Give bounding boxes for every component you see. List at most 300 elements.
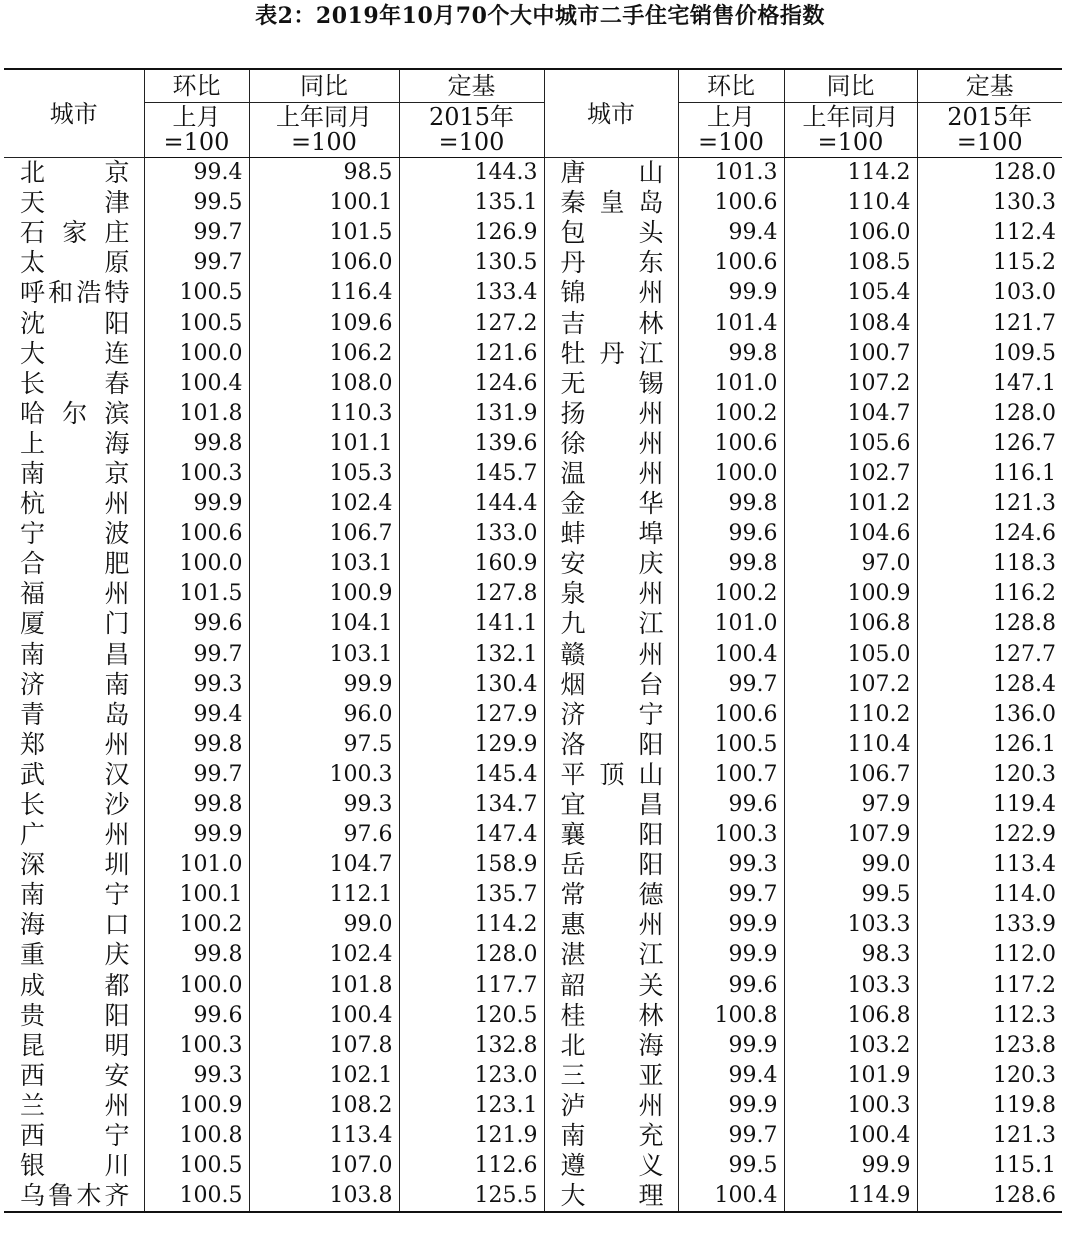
base-index-cell-right: 121.3 — [917, 1121, 1062, 1151]
table-row — [4, 971, 1062, 1001]
base-index-cell: 135.7 — [399, 880, 544, 910]
base-index-cell: 144.3 — [399, 158, 544, 189]
mom-column-header: 环比 — [144, 69, 249, 103]
base-index-cell-right: 136.0 — [917, 700, 1062, 730]
base-index-cell: 126.9 — [399, 218, 544, 248]
yoy-index-cell-right: 101.9 — [784, 1061, 917, 1091]
table-row — [4, 579, 1062, 609]
yoy-index-cell: 101.1 — [249, 429, 399, 459]
mom-index-cell-right: 99.9 — [678, 910, 784, 940]
mom-index-cell: 99.6 — [144, 1001, 249, 1031]
city-name-cell-right: 岳阳 — [544, 850, 678, 880]
base-index-cell: 123.0 — [399, 1061, 544, 1091]
table-row — [4, 549, 1062, 579]
yoy-index-cell-right: 105.4 — [784, 278, 917, 308]
city-column-header-right: 城市 — [544, 69, 678, 158]
base-index-cell-right: 147.1 — [917, 369, 1062, 399]
city-name-cell-right: 惠州 — [544, 910, 678, 940]
mom-index-cell: 100.0 — [144, 339, 249, 369]
table-row — [4, 158, 1062, 189]
city-name-cell: 青岛 — [20, 699, 130, 729]
mom-index-cell: 99.9 — [144, 489, 249, 519]
yoy-index-cell: 100.1 — [249, 188, 399, 218]
city-name-cell-right: 温州 — [544, 459, 678, 489]
city-name-cell-right: 赣州 — [544, 640, 678, 670]
yoy-index-cell-right: 97.0 — [784, 549, 917, 579]
base-index-cell-right: 133.9 — [917, 910, 1062, 940]
yoy-index-cell: 104.1 — [249, 609, 399, 639]
city-name-cell-right: 湛江 — [544, 940, 678, 970]
yoy-subheader-right: 上年同月 =100 — [784, 103, 917, 158]
mom-index-cell: 100.3 — [144, 459, 249, 489]
city-name-cell-right: 蚌埠 — [544, 519, 678, 549]
city-name-cell: 南宁 — [20, 880, 130, 910]
yoy-index-cell-right: 103.2 — [784, 1031, 917, 1061]
city-name-cell: 哈尔滨 — [20, 398, 130, 428]
mom-index-cell-right: 99.7 — [678, 880, 784, 910]
yoy-index-cell: 110.3 — [249, 399, 399, 429]
mom-index-cell-right: 99.8 — [678, 489, 784, 519]
mom-index-cell-right: 100.4 — [678, 1181, 784, 1212]
yoy-index-cell-right: 108.4 — [784, 308, 917, 338]
city-name-cell: 呼和浩特 — [20, 278, 130, 308]
city-name-cell: 杭州 — [20, 489, 130, 519]
base-index-cell-right: 117.2 — [917, 971, 1062, 1001]
yoy-index-cell-right: 107.2 — [784, 369, 917, 399]
yoy-index-cell-right: 114.2 — [784, 158, 917, 189]
city-name-cell: 大连 — [20, 338, 130, 368]
mom-index-cell-right: 99.6 — [678, 790, 784, 820]
yoy-index-cell-right: 106.8 — [784, 609, 917, 639]
city-name-cell: 沈阳 — [20, 308, 130, 338]
city-name-cell-right: 无锡 — [544, 369, 678, 399]
mom-index-cell: 99.8 — [144, 429, 249, 459]
yoy-index-cell: 101.5 — [249, 218, 399, 248]
city-name-cell-right: 扬州 — [544, 399, 678, 429]
mom-index-cell: 99.7 — [144, 218, 249, 248]
mom-index-cell-right: 101.0 — [678, 369, 784, 399]
city-name-cell: 太原 — [20, 248, 130, 278]
city-column-header: 城市 — [4, 69, 144, 158]
mom-index-cell: 100.3 — [144, 1031, 249, 1061]
mom-index-cell: 101.0 — [144, 850, 249, 880]
mom-index-cell: 99.7 — [144, 248, 249, 278]
base-index-cell: 127.8 — [399, 579, 544, 609]
city-name-cell-right: 丹东 — [544, 248, 678, 278]
yoy-index-cell-right: 97.9 — [784, 790, 917, 820]
city-name-cell: 北京 — [20, 158, 130, 188]
base-index-cell: 135.1 — [399, 188, 544, 218]
yoy-index-cell: 97.5 — [249, 730, 399, 760]
base-column-header: 定基 — [399, 69, 544, 103]
base-index-cell: 128.0 — [399, 940, 544, 970]
city-name-cell-right: 襄阳 — [544, 820, 678, 850]
city-name-cell: 上海 — [20, 428, 130, 458]
base-index-cell-right: 112.0 — [917, 940, 1062, 970]
city-name-cell: 郑州 — [20, 729, 130, 759]
base-index-cell: 145.7 — [399, 459, 544, 489]
city-name-cell-right: 九江 — [544, 609, 678, 639]
yoy-index-cell: 102.4 — [249, 489, 399, 519]
city-name-cell-right: 遵义 — [544, 1151, 678, 1181]
mom-subheader: 上月 =100 — [144, 103, 249, 158]
yoy-index-cell-right: 107.9 — [784, 820, 917, 850]
yoy-index-cell-right: 106.7 — [784, 760, 917, 790]
base-index-cell-right: 115.1 — [917, 1151, 1062, 1181]
base-subheader-right: 2015年=100 — [917, 103, 1062, 158]
city-name-cell-right: 桂林 — [544, 1001, 678, 1031]
yoy-index-cell: 97.6 — [249, 820, 399, 850]
yoy-index-cell-right: 107.2 — [784, 670, 917, 700]
base-index-cell-right: 116.1 — [917, 459, 1062, 489]
yoy-index-cell-right: 99.5 — [784, 880, 917, 910]
base-index-cell-right: 124.6 — [917, 519, 1062, 549]
base-index-cell-right: 128.8 — [917, 609, 1062, 639]
mom-index-cell: 99.7 — [144, 760, 249, 790]
yoy-index-cell-right: 99.9 — [784, 1151, 917, 1181]
city-name-cell: 深圳 — [20, 850, 130, 880]
mom-index-cell-right: 100.6 — [678, 700, 784, 730]
city-name-cell-right: 宜昌 — [544, 790, 678, 820]
mom-index-cell: 100.5 — [144, 1181, 249, 1212]
mom-index-cell: 99.8 — [144, 790, 249, 820]
mom-index-cell: 99.5 — [144, 188, 249, 218]
mom-index-cell-right: 99.6 — [678, 519, 784, 549]
city-name-cell-right: 南充 — [544, 1121, 678, 1151]
price-index-table — [4, 68, 1062, 1213]
base-index-cell-right: 103.0 — [917, 278, 1062, 308]
yoy-column-header-right: 同比 — [784, 69, 917, 103]
table-row — [4, 790, 1062, 820]
base-index-cell: 131.9 — [399, 399, 544, 429]
table-row — [4, 519, 1062, 549]
base-index-cell-right: 120.3 — [917, 760, 1062, 790]
yoy-index-cell: 104.7 — [249, 850, 399, 880]
yoy-index-cell-right: 106.0 — [784, 218, 917, 248]
table-row — [4, 910, 1062, 940]
table-row — [4, 1031, 1062, 1061]
city-name-cell-right: 北海 — [544, 1031, 678, 1061]
mom-index-cell-right: 99.8 — [678, 339, 784, 369]
yoy-index-cell-right: 99.0 — [784, 850, 917, 880]
mom-index-cell-right: 100.7 — [678, 760, 784, 790]
mom-index-cell: 101.5 — [144, 579, 249, 609]
mom-index-cell: 100.2 — [144, 910, 249, 940]
mom-index-cell-right: 99.7 — [678, 670, 784, 700]
table-row — [4, 248, 1062, 278]
city-name-cell: 长沙 — [20, 790, 130, 820]
base-index-cell: 114.2 — [399, 910, 544, 940]
mom-index-cell-right: 100.2 — [678, 579, 784, 609]
yoy-index-cell-right: 100.3 — [784, 1091, 917, 1121]
city-name-cell: 武汉 — [20, 759, 130, 789]
mom-index-cell: 99.4 — [144, 700, 249, 730]
mom-index-cell: 99.7 — [144, 640, 249, 670]
table-row — [4, 218, 1062, 248]
base-index-cell: 130.4 — [399, 670, 544, 700]
mom-index-cell-right: 99.9 — [678, 1031, 784, 1061]
city-name-cell-right: 济宁 — [544, 700, 678, 730]
city-name-cell-right: 泸州 — [544, 1091, 678, 1121]
table-row — [4, 1001, 1062, 1031]
base-index-cell: 141.1 — [399, 609, 544, 639]
city-name-cell: 昆明 — [20, 1030, 130, 1060]
mom-index-cell-right: 99.8 — [678, 549, 784, 579]
city-name-cell: 西宁 — [20, 1121, 130, 1151]
city-name-cell-right: 平顶山 — [544, 760, 678, 790]
yoy-index-cell: 100.9 — [249, 579, 399, 609]
table-header — [4, 69, 1062, 158]
yoy-index-cell: 112.1 — [249, 880, 399, 910]
yoy-index-cell-right: 106.8 — [784, 1001, 917, 1031]
yoy-index-cell-right: 110.4 — [784, 730, 917, 760]
mom-index-cell: 100.5 — [144, 1151, 249, 1181]
base-index-cell: 160.9 — [399, 549, 544, 579]
mom-index-cell: 100.5 — [144, 308, 249, 338]
table-row — [4, 1121, 1062, 1151]
base-index-cell-right: 114.0 — [917, 880, 1062, 910]
mom-index-cell: 99.8 — [144, 940, 249, 970]
base-index-cell-right: 118.3 — [917, 549, 1062, 579]
mom-index-cell-right: 99.4 — [678, 1061, 784, 1091]
mom-index-cell: 100.8 — [144, 1121, 249, 1151]
base-index-cell-right: 119.8 — [917, 1091, 1062, 1121]
yoy-index-cell-right: 105.6 — [784, 429, 917, 459]
city-name-cell-right: 牡丹江 — [544, 339, 678, 369]
city-name-cell-right: 徐州 — [544, 429, 678, 459]
mom-index-cell: 99.9 — [144, 820, 249, 850]
yoy-index-cell-right: 102.7 — [784, 459, 917, 489]
mom-index-cell: 99.4 — [144, 158, 249, 189]
mom-index-cell-right: 99.6 — [678, 971, 784, 1001]
mom-index-cell: 99.3 — [144, 670, 249, 700]
base-index-cell: 121.9 — [399, 1121, 544, 1151]
mom-index-cell: 100.6 — [144, 519, 249, 549]
mom-index-cell: 100.5 — [144, 278, 249, 308]
city-name-cell: 南昌 — [20, 639, 130, 669]
table-title: 表2：2019年10月70个大中城市二手住宅销售价格指数 — [255, 3, 825, 29]
city-name-cell: 南京 — [20, 458, 130, 488]
city-name-cell-right: 韶关 — [544, 971, 678, 1001]
yoy-index-cell-right: 100.4 — [784, 1121, 917, 1151]
city-name-cell: 银川 — [20, 1151, 130, 1181]
table-row — [4, 880, 1062, 910]
city-name-cell: 天津 — [20, 188, 130, 218]
yoy-index-cell: 98.5 — [249, 158, 399, 189]
table-row — [4, 1061, 1062, 1091]
mom-index-cell-right: 99.7 — [678, 1121, 784, 1151]
table-row — [4, 700, 1062, 730]
base-index-cell: 129.9 — [399, 730, 544, 760]
mom-index-cell: 101.8 — [144, 399, 249, 429]
mom-index-cell-right: 100.4 — [678, 640, 784, 670]
city-name-cell: 石家庄 — [20, 218, 130, 248]
yoy-index-cell-right: 104.7 — [784, 399, 917, 429]
city-name-cell: 福州 — [20, 579, 130, 609]
base-index-cell-right: 126.1 — [917, 730, 1062, 760]
city-name-cell-right: 常德 — [544, 880, 678, 910]
yoy-index-cell: 107.0 — [249, 1151, 399, 1181]
table-row — [4, 1151, 1062, 1181]
mom-column-header-right: 环比 — [678, 69, 784, 103]
base-index-cell-right: 128.0 — [917, 158, 1062, 189]
mom-index-cell-right: 101.0 — [678, 609, 784, 639]
yoy-index-cell: 99.9 — [249, 670, 399, 700]
yoy-index-cell-right: 103.3 — [784, 971, 917, 1001]
city-name-cell-right: 秦皇岛 — [544, 188, 678, 218]
city-name-cell: 广州 — [20, 820, 130, 850]
base-index-cell: 112.6 — [399, 1151, 544, 1181]
base-index-cell: 133.4 — [399, 278, 544, 308]
table-row — [4, 820, 1062, 850]
mom-index-cell: 100.4 — [144, 369, 249, 399]
yoy-index-cell: 108.0 — [249, 369, 399, 399]
table-row — [4, 640, 1062, 670]
mom-index-cell: 99.6 — [144, 609, 249, 639]
yoy-index-cell: 108.2 — [249, 1091, 399, 1121]
mom-index-cell-right: 100.6 — [678, 429, 784, 459]
base-index-cell: 120.5 — [399, 1001, 544, 1031]
base-index-cell: 132.1 — [399, 640, 544, 670]
base-index-cell: 127.9 — [399, 700, 544, 730]
table-row — [4, 369, 1062, 399]
city-name-cell: 成都 — [20, 970, 130, 1000]
city-name-cell: 兰州 — [20, 1090, 130, 1120]
base-index-cell-right: 119.4 — [917, 790, 1062, 820]
yoy-index-cell-right: 105.0 — [784, 640, 917, 670]
base-index-cell-right: 126.7 — [917, 429, 1062, 459]
mom-index-cell-right: 99.4 — [678, 218, 784, 248]
table-row — [4, 670, 1062, 700]
base-index-cell: 132.8 — [399, 1031, 544, 1061]
base-index-cell-right: 115.2 — [917, 248, 1062, 278]
mom-index-cell: 100.9 — [144, 1091, 249, 1121]
table-row — [4, 1091, 1062, 1121]
base-index-cell-right: 116.2 — [917, 579, 1062, 609]
city-name-cell: 西安 — [20, 1060, 130, 1090]
table-row — [4, 760, 1062, 790]
base-index-cell-right: 121.7 — [917, 308, 1062, 338]
base-index-cell-right: 128.6 — [917, 1181, 1062, 1212]
mom-index-cell-right: 100.0 — [678, 459, 784, 489]
mom-index-cell-right: 99.5 — [678, 1151, 784, 1181]
yoy-index-cell-right: 110.4 — [784, 188, 917, 218]
base-index-cell-right: 121.3 — [917, 489, 1062, 519]
base-index-cell-right: 128.4 — [917, 670, 1062, 700]
mom-index-cell-right: 100.6 — [678, 248, 784, 278]
mom-index-cell: 99.8 — [144, 730, 249, 760]
base-index-cell: 139.6 — [399, 429, 544, 459]
mom-index-cell: 100.0 — [144, 549, 249, 579]
base-index-cell-right: 122.9 — [917, 820, 1062, 850]
base-index-cell: 133.0 — [399, 519, 544, 549]
mom-index-cell: 100.1 — [144, 880, 249, 910]
base-index-cell: 144.4 — [399, 489, 544, 519]
yoy-index-cell: 106.7 — [249, 519, 399, 549]
mom-index-cell-right: 100.5 — [678, 730, 784, 760]
city-name-cell: 乌鲁木齐 — [4, 1181, 144, 1212]
yoy-index-cell-right: 98.3 — [784, 940, 917, 970]
yoy-index-cell: 100.4 — [249, 1001, 399, 1031]
city-name-cell-right: 三亚 — [544, 1061, 678, 1091]
base-index-cell-right: 120.3 — [917, 1061, 1062, 1091]
city-name-cell: 重庆 — [20, 940, 130, 970]
mom-index-cell-right: 99.9 — [678, 278, 784, 308]
city-name-cell: 厦门 — [20, 609, 130, 639]
yoy-index-cell: 109.6 — [249, 308, 399, 338]
yoy-index-cell: 113.4 — [249, 1121, 399, 1151]
city-name-cell: 宁波 — [20, 519, 130, 549]
mom-index-cell-right: 100.8 — [678, 1001, 784, 1031]
table-body — [4, 158, 1062, 1213]
city-name-cell-right: 唐山 — [544, 158, 678, 189]
base-index-cell-right: 112.4 — [917, 218, 1062, 248]
base-column-header-right: 定基 — [917, 69, 1062, 103]
city-name-cell: 济南 — [20, 669, 130, 699]
yoy-index-cell-right: 108.5 — [784, 248, 917, 278]
base-index-cell: 134.7 — [399, 790, 544, 820]
table-row — [4, 1181, 1062, 1212]
base-index-cell-right: 109.5 — [917, 339, 1062, 369]
base-index-cell: 117.7 — [399, 971, 544, 1001]
table-row — [4, 489, 1062, 519]
yoy-subheader: 上年同月 =100 — [249, 103, 399, 158]
mom-index-cell-right: 100.2 — [678, 399, 784, 429]
base-index-cell-right: 128.0 — [917, 399, 1062, 429]
table-row — [4, 850, 1062, 880]
city-name-cell-right: 金华 — [544, 489, 678, 519]
city-name-cell-right: 吉林 — [544, 308, 678, 338]
yoy-index-cell: 116.4 — [249, 278, 399, 308]
yoy-index-cell: 103.8 — [249, 1181, 399, 1212]
base-index-cell: 127.2 — [399, 308, 544, 338]
city-name-cell: 合肥 — [20, 549, 130, 579]
mom-index-cell-right: 99.9 — [678, 940, 784, 970]
table-row — [4, 278, 1062, 308]
base-index-cell: 123.1 — [399, 1091, 544, 1121]
yoy-index-cell: 100.3 — [249, 760, 399, 790]
table-row — [4, 308, 1062, 338]
mom-index-cell-right: 99.9 — [678, 1091, 784, 1121]
yoy-index-cell-right: 103.3 — [784, 910, 917, 940]
mom-subheader-right: 上月 =100 — [678, 103, 784, 158]
yoy-index-cell: 99.0 — [249, 910, 399, 940]
city-name-cell-right: 锦州 — [544, 278, 678, 308]
base-index-cell: 121.6 — [399, 339, 544, 369]
mom-index-cell-right: 100.6 — [678, 188, 784, 218]
base-index-cell-right: 112.3 — [917, 1001, 1062, 1031]
table-row — [4, 188, 1062, 218]
yoy-index-cell: 105.3 — [249, 459, 399, 489]
yoy-index-cell-right: 110.2 — [784, 700, 917, 730]
base-index-cell: 145.4 — [399, 760, 544, 790]
yoy-index-cell: 103.1 — [249, 549, 399, 579]
mom-index-cell: 100.0 — [144, 971, 249, 1001]
city-name-cell-right: 安庆 — [544, 549, 678, 579]
base-index-cell: 158.9 — [399, 850, 544, 880]
table-row — [4, 339, 1062, 369]
table-row — [4, 429, 1062, 459]
base-index-cell-right: 127.7 — [917, 640, 1062, 670]
mom-index-cell-right: 101.4 — [678, 308, 784, 338]
table-row — [4, 459, 1062, 489]
city-name-cell-right: 大理 — [544, 1181, 678, 1212]
mom-index-cell-right: 100.3 — [678, 820, 784, 850]
base-index-cell: 124.6 — [399, 369, 544, 399]
yoy-index-cell-right: 100.7 — [784, 339, 917, 369]
base-index-cell-right: 130.3 — [917, 188, 1062, 218]
yoy-index-cell: 101.8 — [249, 971, 399, 1001]
